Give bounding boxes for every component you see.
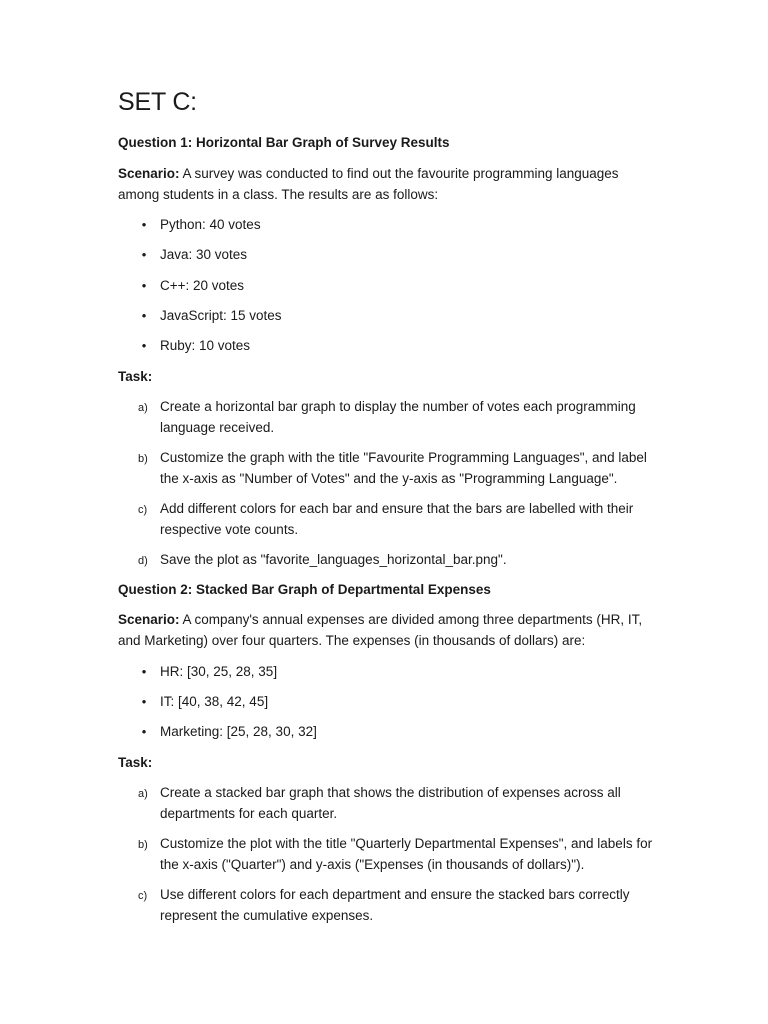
scenario-text: A company's annual expenses are divided among three departments (HR, IT, and Marketing) over four quarters. The expenses (in thousands of dollars) are: (118, 612, 643, 648)
set-title: SET C: (118, 88, 197, 116)
task-text: Create a horizontal bar graph to display the number of votes each programming language received. (160, 399, 636, 435)
task-marker: a) (138, 402, 148, 414)
list-item-text: C++: 20 votes (160, 278, 245, 293)
bullet-icon: • (141, 338, 147, 353)
list-item-text: Python: 40 votes (160, 217, 261, 232)
list-item-text: HR: [30, 25, 28, 35] (160, 664, 278, 679)
task-text: Customize the graph with the title "Favourite Programming Languages", and label the x-axis as "Number of Votes" and the y-axis as "Programming Language". (160, 450, 647, 486)
task-marker: b) (138, 453, 148, 465)
bullet-icon: • (141, 694, 147, 709)
scenario-label: Scenario: (118, 612, 180, 627)
task-marker: b) (138, 839, 148, 851)
bullet-icon: • (141, 247, 147, 262)
question-1-task-label: Task: (118, 369, 153, 384)
question-2-task-label: Task: (118, 755, 153, 770)
question-1-heading: Question 1: Horizontal Bar Graph of Survey Results (118, 135, 450, 150)
bullet-icon: • (141, 308, 147, 323)
task-text: Create a stacked bar graph that shows the distribution of expenses across all departments for each quarter. (160, 785, 621, 821)
list-item-text: IT: [40, 38, 42, 45] (160, 694, 269, 709)
question-2-scenario (118, 610, 658, 651)
bullet-icon: • (141, 664, 147, 679)
task-marker: c) (138, 504, 148, 516)
task-text: Customize the plot with the title "Quarterly Departmental Expenses", and labels for the x-axis ("Quarter") and y-axis ("Expenses (in thousands of dollars)"). (160, 836, 653, 872)
task-text: Save the plot as "favorite_languages_horizontal_bar.png". (160, 552, 507, 567)
question-2-heading: Question 2: Stacked Bar Graph of Departmental Expenses (118, 582, 491, 597)
list-item-text: Java: 30 votes (160, 247, 248, 262)
scenario-text: A survey was conducted to find out the favourite programming languages among students in a class. The results are as follows: (118, 166, 619, 202)
list-item-text: JavaScript: 15 votes (160, 308, 282, 323)
task-text: Use different colors for each department and ensure the stacked bars correctly represent the cumulative expenses. (160, 887, 630, 923)
scenario-label: Scenario: (118, 166, 180, 181)
task-marker: c) (138, 890, 148, 902)
bullet-icon: • (141, 217, 147, 232)
list-item-text: Marketing: [25, 28, 30, 32] (160, 724, 317, 739)
bullet-icon: • (141, 278, 147, 293)
task-marker: d) (138, 555, 148, 567)
bullet-icon: • (141, 724, 147, 739)
task-text: Add different colors for each bar and ensure that the bars are labelled with their respective vote counts. (160, 501, 634, 537)
list-item-text: Ruby: 10 votes (160, 338, 251, 353)
question-1-scenario (118, 164, 658, 205)
task-marker: a) (138, 788, 148, 800)
